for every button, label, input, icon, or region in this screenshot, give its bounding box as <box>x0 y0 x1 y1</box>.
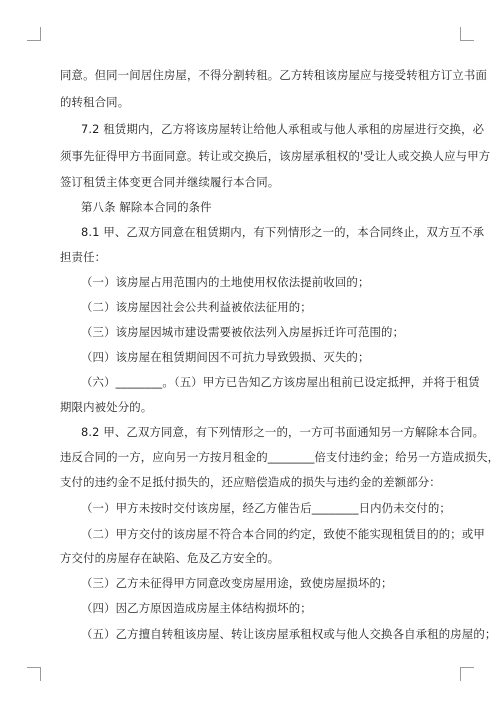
text-line: 的转租合同。 <box>60 95 130 109</box>
text-line: 8.2 甲、乙双方同意，有下列情形之一的，一方可书面通知另一方解除本合同。 <box>81 425 485 439</box>
text-line: 8.1 甲、乙双方同意在租赁期内，有下列情形之一的，本合同终止，双方互不承 <box>81 225 485 239</box>
text-line: 须事先征得甲方书面同意。转让或交换后，该房屋承租权的'受让人或交换人应与甲方 <box>60 149 491 163</box>
text-line: 担责任： <box>60 250 107 264</box>
list-item: （一）该房屋占用范围内的土地使用权依法提前收回的； <box>81 275 370 289</box>
list-item: （四）该房屋在租赁期间因不可抗力导致毁损、灭失的； <box>81 350 370 364</box>
list-item: （一）甲方未按时交付该房屋，经乙方催告后________日内仍未交付的； <box>81 501 451 515</box>
list-item: （六）________。（五）甲方已告知乙方该房屋出租前已设定抵押，并将于租赁 <box>81 375 480 389</box>
crop-mark-top-left <box>27 27 41 41</box>
list-item: （二）甲方交付的该房屋不符合本合同的约定，致使不能实现租赁目的的；或甲 <box>81 527 485 541</box>
crop-mark-top-right <box>460 27 474 41</box>
text-line: 期限内被处分的。 <box>60 400 153 414</box>
text-line: 违反合同的一方，应向另一方按月租金的________倍支付违约金；给另一方造成损失， <box>60 450 500 464</box>
text-line: 签订租赁主体变更合同并继续履行本合同。 <box>60 175 280 189</box>
list-item: （二）该房屋因社会公共利益被依法征用的； <box>81 300 312 314</box>
list-item: （五）乙方擅自转租该房屋、转让该房屋承租权或与他人交换各自承租的房屋的； <box>81 627 497 641</box>
text-line: 方交付的房屋存在缺陷、危及乙方安全的。 <box>60 551 280 565</box>
text-line: 7.2 租赁期内，乙方将该房屋转让给他人承租或与他人承租的房屋进行交换，必 <box>81 122 485 136</box>
crop-mark-bottom-right <box>460 667 474 681</box>
text-line: 支付的违约金不足抵付损失的，还应赔偿造成的损失与违约金的差额部分： <box>60 475 441 489</box>
crop-mark-bottom-left <box>27 667 41 681</box>
section-heading: 第八条 解除本合同的条件 <box>81 200 212 214</box>
list-item: （三）该房屋因城市建设需要被依法列入房屋拆迁许可范围的； <box>81 325 405 339</box>
list-item: （三）乙方未征得甲方同意改变房屋用途，致使房屋损坏的； <box>81 576 393 590</box>
text-line: 同意。但同一间居住房屋，不得分割转租。乙方转租该房屋应与接受转租方订立书面 <box>60 68 488 82</box>
list-item: （四）因乙方原因造成房屋主体结构损坏的； <box>81 601 312 615</box>
